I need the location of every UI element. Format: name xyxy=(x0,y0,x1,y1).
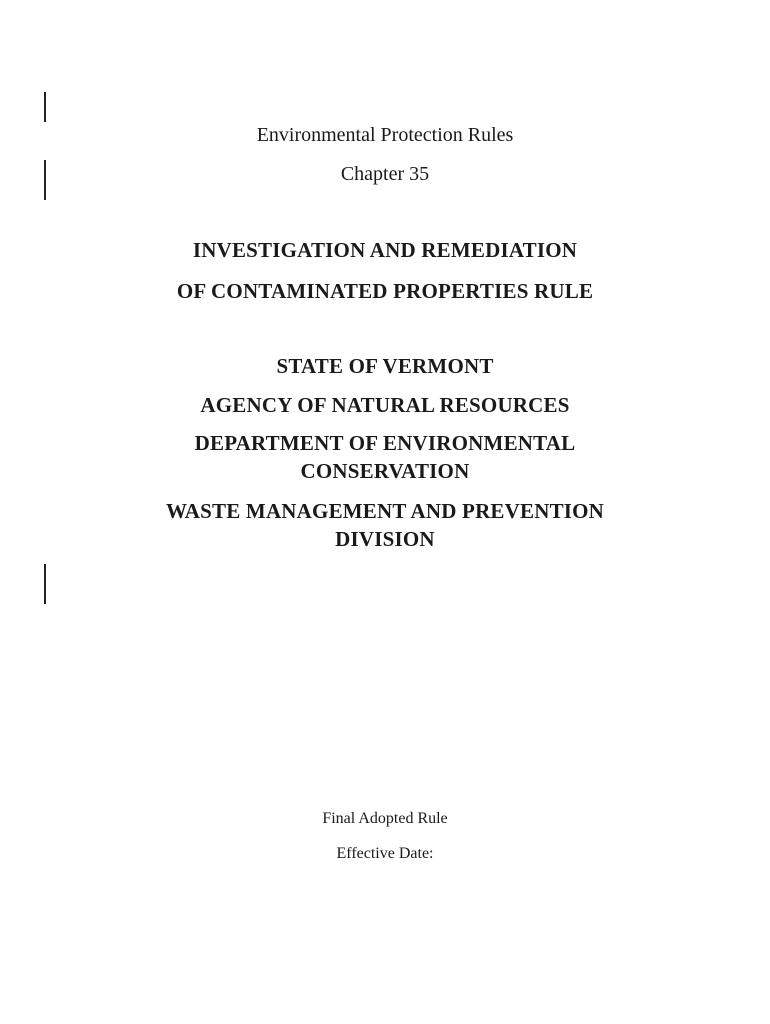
effective-date-label: Effective Date: xyxy=(336,845,434,862)
rule-title-line-1: INVESTIGATION AND REMEDIATION xyxy=(192,238,578,262)
department-name-line-2: CONSERVATION xyxy=(300,459,470,483)
revision-change-bar xyxy=(44,92,46,122)
division-name-line-1: WASTE MANAGEMENT AND PREVENTION xyxy=(165,499,605,523)
state-name: STATE OF VERMONT xyxy=(276,354,494,378)
department-name-line-1: DEPARTMENT OF ENVIRONMENTAL xyxy=(194,431,576,455)
chapter-heading: Chapter 35 xyxy=(340,163,430,185)
division-name-line-2: DIVISION xyxy=(335,527,435,551)
rule-title-line-2: OF CONTAMINATED PROPERTIES RULE xyxy=(176,279,594,303)
rules-series-heading: Environmental Protection Rules xyxy=(256,124,514,146)
rule-status: Final Adopted Rule xyxy=(322,810,448,827)
agency-name: AGENCY OF NATURAL RESOURCES xyxy=(200,393,570,417)
revision-change-bar xyxy=(44,564,46,604)
